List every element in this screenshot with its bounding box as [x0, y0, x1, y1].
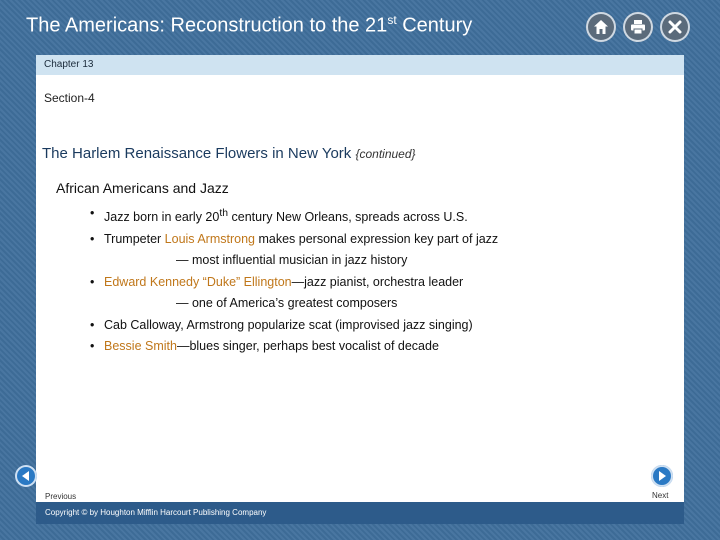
next-button[interactable] [651, 465, 673, 487]
previous-button[interactable] [15, 465, 37, 487]
section-label: Section-4 [44, 91, 95, 105]
footer-bar [36, 502, 684, 524]
subheading: African Americans and Jazz [56, 180, 229, 196]
list-item-continued: — one of America’s greatest composers [176, 296, 398, 311]
list-item: • Jazz born in early 20th century New Orleans, spreads across U.S. [104, 203, 498, 229]
content-panel [36, 75, 684, 502]
chapter-label: Chapter 13 [44, 59, 94, 70]
highlight-term: Louis Armstrong [164, 231, 255, 246]
copyright-text: Copyright © by Houghton Mifflin Harcourt Publishing Company [45, 508, 267, 517]
arrow-left-icon [20, 470, 32, 482]
highlight-term: Bessie Smith [104, 339, 177, 354]
next-label[interactable]: Next [652, 491, 669, 500]
print-button[interactable] [623, 12, 653, 42]
header-nav [586, 12, 690, 42]
continued-label: {continued} [355, 147, 416, 161]
list-item: • Trumpeter Louis Armstrong makes personal expression key part of jazz [104, 229, 498, 251]
slide-heading: The Harlem Renaissance Flowers in New York {continued} [42, 145, 416, 162]
arrow-right-icon [656, 470, 668, 482]
page-title: The Americans: Reconstruction to the 21st Century [26, 13, 473, 37]
list-item: • Edward Kennedy “Duke” Ellington—jazz pianist, orchestra leader [104, 272, 498, 294]
close-icon [665, 17, 685, 37]
highlight-term: Edward Kennedy “Duke” Ellington [104, 274, 292, 289]
print-icon [628, 17, 648, 37]
list-item-continued: — most influential musician in jazz history [176, 253, 408, 268]
home-icon [591, 17, 611, 37]
chapter-bar [36, 55, 684, 75]
close-button[interactable] [660, 12, 690, 42]
bullet-list [104, 203, 498, 358]
previous-label[interactable]: Previous [45, 492, 77, 501]
home-button[interactable] [586, 12, 616, 42]
list-item: • Cab Calloway, Armstrong popularize scat (improvised jazz singing) [104, 315, 498, 337]
list-item: • Bessie Smith—blues singer, perhaps best vocalist of decade [104, 336, 498, 358]
